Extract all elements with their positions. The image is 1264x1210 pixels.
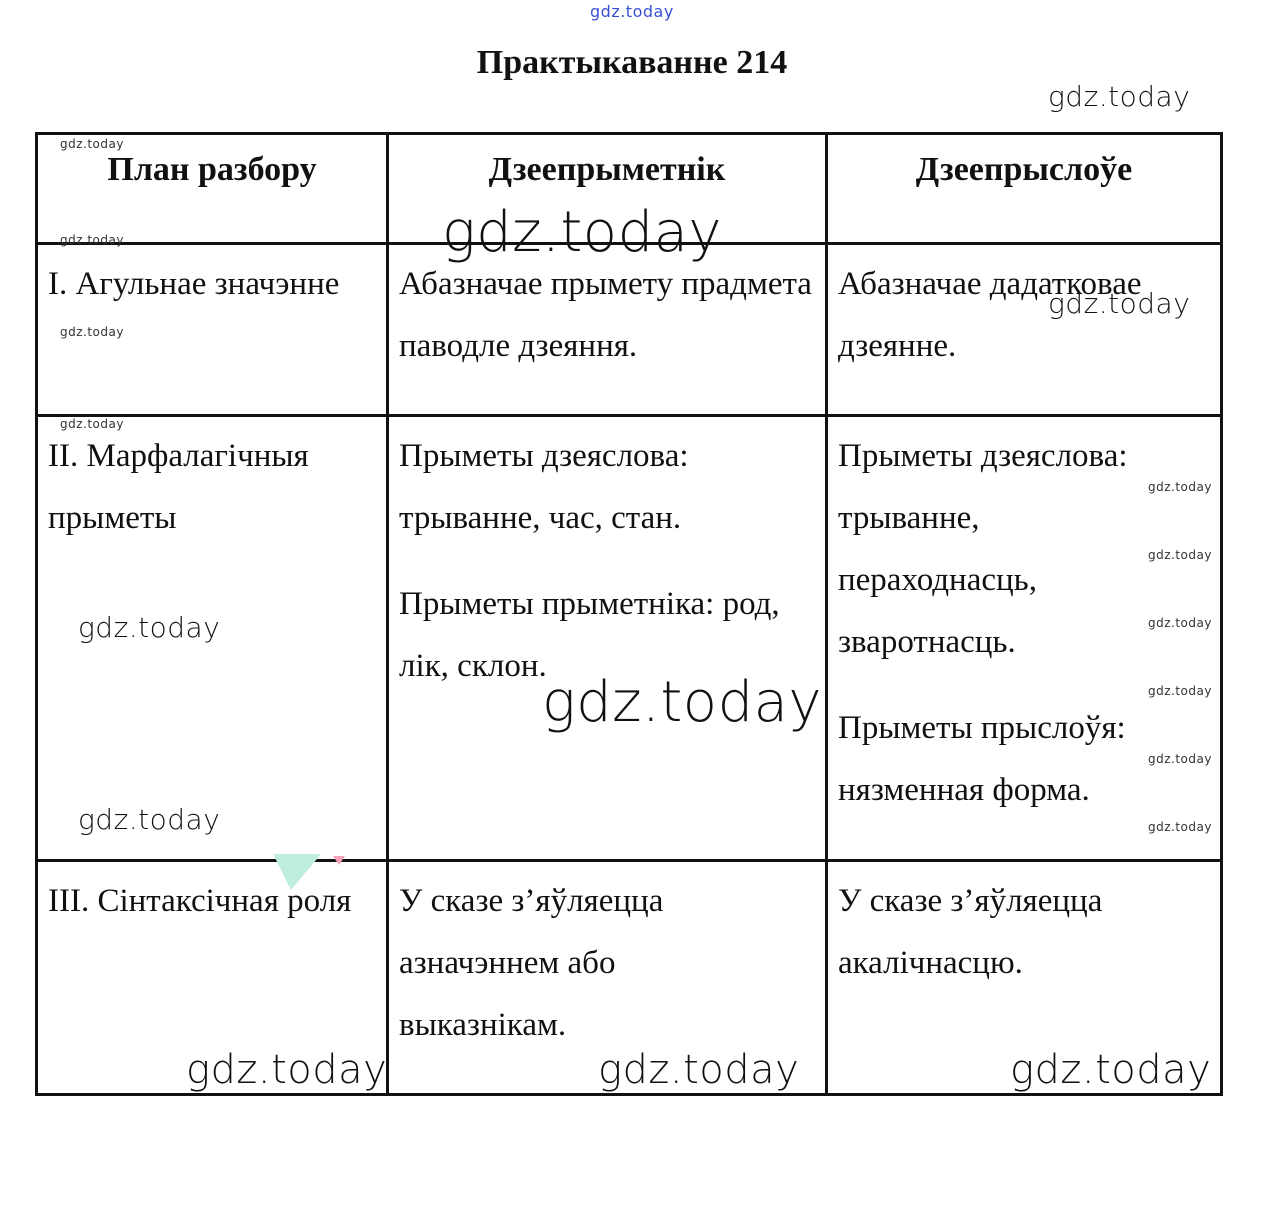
cell-text: Прыметы дзеяслова: трыванне, пераходнасць, зваротнасць. xyxy=(838,438,1128,660)
pink-mark-icon xyxy=(333,856,345,865)
cell-text: Прыметы прыслоўя: нязменная форма. xyxy=(838,710,1126,808)
header-participle: Дзеепрыметнік xyxy=(388,134,827,244)
watermark: gdz.today xyxy=(60,417,124,431)
watermark-top: gdz.today xyxy=(590,2,674,21)
watermark: gdz.today xyxy=(1148,548,1212,562)
cell-text: Абазначае дадатковае дзеянне. xyxy=(838,266,1142,364)
row-label-text: III. Сінтаксічная роля xyxy=(48,883,352,919)
cell-text: У сказе з’яўляецца азначэннем або выказнікам. xyxy=(399,883,664,1043)
teal-mark-icon xyxy=(267,854,321,890)
watermark: gdz.today xyxy=(78,803,221,836)
watermark: gdz.today xyxy=(1048,287,1191,320)
watermark: gdz.today xyxy=(1148,616,1212,630)
watermark: gdz.today xyxy=(442,200,723,265)
watermark: gdz.today xyxy=(78,611,221,644)
watermark: gdz.today xyxy=(1010,1047,1212,1093)
header-adverbial-participle: Дзеепрыслоўе xyxy=(827,134,1222,244)
watermark: gdz.today xyxy=(60,137,124,151)
watermark: gdz.today xyxy=(1048,80,1191,113)
row-label-text: II. Марфалагічныя прыметы xyxy=(48,438,309,536)
watermark: gdz.today xyxy=(1148,684,1212,698)
watermark: gdz.today xyxy=(542,670,823,735)
watermark: gdz.today xyxy=(598,1047,800,1093)
cell-text: Прыметы дзеяслова: трыванне, час, стан. xyxy=(399,438,689,536)
watermark: gdz.today xyxy=(60,233,124,247)
cell-text: Прыметы прыметніка: род, лік, склон. xyxy=(399,586,780,684)
header-plan: План разбору xyxy=(37,134,388,244)
adverbial-participle-cell xyxy=(827,244,1222,416)
watermark: gdz.today xyxy=(186,1047,388,1093)
page-title: Практыкаванне 214 xyxy=(476,44,788,81)
watermark: gdz.today xyxy=(60,325,124,339)
row-label-text: I. Агульнае значэнне xyxy=(48,266,340,302)
participle-cell xyxy=(388,244,827,416)
participle-cell xyxy=(388,416,827,861)
watermark: gdz.today xyxy=(1148,820,1212,834)
cell-text: У сказе з’яўляецца акалічнасцю. xyxy=(838,883,1103,981)
cell-text: Абазначае прымету прадмета паводле дзеяння. xyxy=(399,266,812,364)
watermark: gdz.today xyxy=(1148,752,1212,766)
watermark: gdz.today xyxy=(1148,480,1212,494)
